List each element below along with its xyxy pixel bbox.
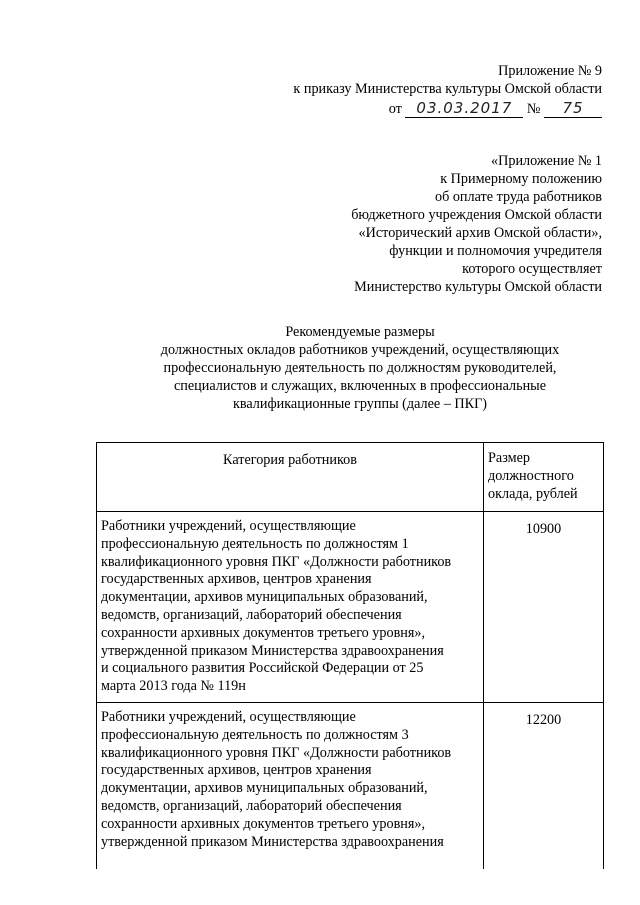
- category-line: ведомств, организаций, лабораторий обеспечения: [101, 797, 402, 814]
- sub-appendix-line: «Приложение № 1: [491, 153, 602, 169]
- table-row: [97, 512, 604, 703]
- category-line: сохранности архивных документов третьего уровня»,: [101, 815, 426, 832]
- category-line: документации, архивов муниципальных образований,: [101, 780, 428, 797]
- title-line: специалистов и служащих, включенных в профессиональные: [174, 378, 546, 394]
- header-size-line: Размер: [488, 450, 530, 466]
- row-category: [97, 702, 484, 869]
- salary-table: [96, 442, 604, 869]
- sub-appendix-line: функции и полномочия учредителя: [389, 243, 602, 259]
- header-size-line: должностного: [488, 468, 574, 484]
- number-label: №: [526, 101, 541, 117]
- sub-appendix-line: «Исторический архив Омской области»,: [358, 225, 602, 241]
- title-line: профессиональную деятельность по должностям руководителей,: [163, 360, 557, 376]
- category-line: утвержденной приказом Министерства здравоохранения: [101, 833, 444, 850]
- category-line: и социального развития Российской Федерации от 25: [101, 660, 424, 677]
- sub-appendix-line: которого осуществляет: [462, 261, 602, 277]
- row-salary-value: 12200: [484, 702, 604, 869]
- document-title: [100, 323, 620, 413]
- handwritten-date: 03.03.2017: [416, 99, 513, 117]
- sub-appendix-block: [351, 152, 602, 296]
- category-line: профессиональную деятельность по должностям 3: [101, 726, 409, 743]
- table-header-row: [97, 443, 604, 512]
- category-line: сохранности архивных документов третьего уровня»,: [101, 624, 426, 641]
- category-line: ведомств, организаций, лабораторий обеспечения: [101, 606, 402, 623]
- title-line: Рекомендуемые размеры: [285, 324, 435, 340]
- sub-appendix-line: к Примерному положению: [440, 171, 602, 187]
- category-line: документации, архивов муниципальных образований,: [101, 589, 428, 606]
- number-field: [544, 100, 602, 118]
- category-line: марта 2013 года № 119н: [101, 678, 246, 695]
- sub-appendix-line: Министерство культуры Омской области: [354, 279, 602, 295]
- sub-appendix-line: об оплате труда работников: [434, 189, 602, 205]
- appendix-number: Приложение № 9: [498, 63, 602, 79]
- appendix-header: [293, 62, 602, 118]
- category-line: Работники учреждений, осуществляющие: [101, 708, 356, 725]
- date-field: [405, 100, 523, 118]
- title-line: квалификационные группы (далее – ПКГ): [232, 396, 488, 412]
- header-category: Категория работников: [97, 443, 484, 512]
- category-line: государственных архивов, центров хранения: [101, 571, 372, 588]
- header-size-line: оклада, рублей: [488, 486, 578, 502]
- row-category: [97, 512, 484, 703]
- category-line: квалификационного уровня ПКГ «Должности работников: [101, 744, 452, 761]
- category-line: квалификационного уровня ПКГ «Должности работников: [101, 553, 452, 570]
- category-line: государственных архивов, центров хранения: [101, 762, 372, 779]
- sub-appendix-line: бюджетного учреждения Омской области: [351, 207, 602, 223]
- category-line: Работники учреждений, осуществляющие: [101, 518, 356, 534]
- date-prefix: от: [388, 101, 402, 117]
- appendix-date-line: [293, 100, 602, 118]
- header-salary-size: [484, 443, 604, 512]
- title-line: должностных окладов работников учреждений, осуществляющих: [160, 342, 560, 358]
- appendix-order-ref: к приказу Министерства культуры Омской области: [293, 81, 602, 97]
- table-row: [97, 702, 604, 869]
- category-line: утвержденной приказом Министерства здравоохранения: [101, 642, 444, 659]
- handwritten-number: 75: [562, 99, 584, 117]
- category-line: профессиональную деятельность по должностям 1: [101, 535, 409, 552]
- row-salary-value: 10900: [484, 512, 604, 703]
